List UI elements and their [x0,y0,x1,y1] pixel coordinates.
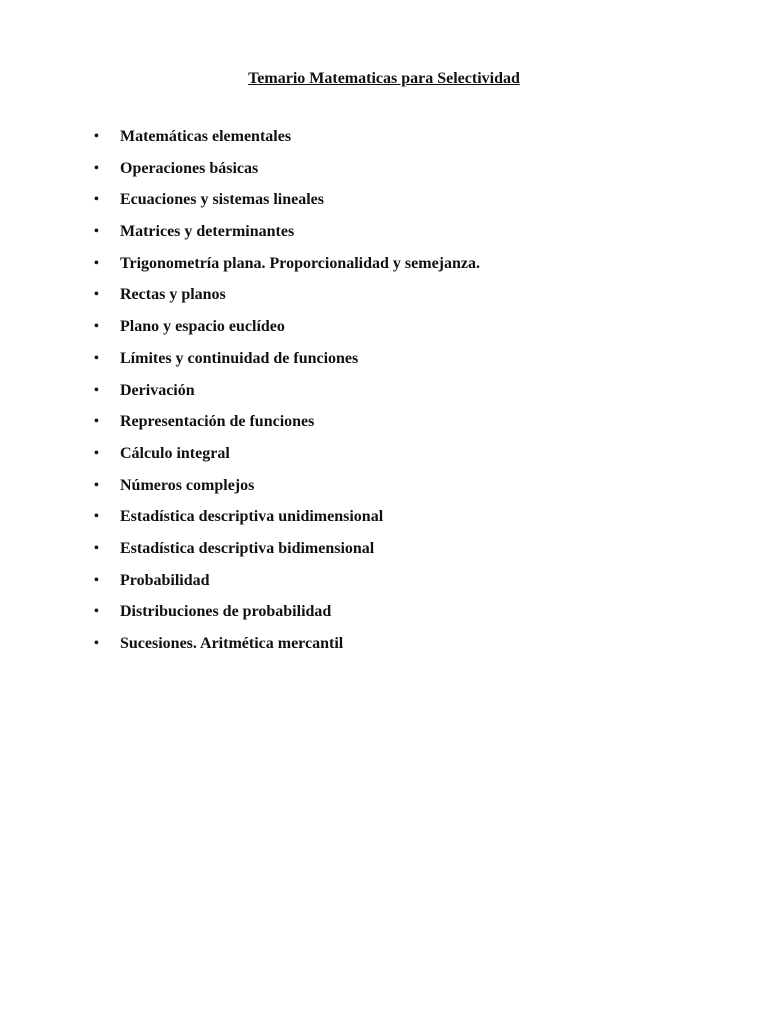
bullet-icon: • [94,414,99,430]
topic-label: Operaciones básicas [120,159,259,177]
topic-label: Representación de funciones [120,413,315,431]
bullet-icon: • [94,160,99,176]
bullet-icon: • [94,129,99,144]
bullet-icon: • [94,604,99,620]
bullet-icon: • [94,224,99,240]
topic-label: Distribuciones de probabilidad [120,603,332,621]
bullet-icon: • [94,255,99,271]
bullet-icon: • [94,287,99,303]
topic-label: Matrices y determinantes [120,223,295,241]
topic-label: Matemáticas elementales [120,128,292,145]
topic-label: Sucesiones. Aritmética mercantil [120,635,344,652]
bullet-icon: • [94,636,99,651]
bullet-icon: • [94,382,99,398]
topic-label: Probabilidad [120,571,210,589]
topic-label: Trigonometría plana. Proporcionalidad y semejanza. [120,254,480,272]
topic-label: Plano y espacio euclídeo [120,318,285,336]
topic-label: Ecuaciones y sistemas lineales [120,191,324,209]
bullet-icon: • [94,192,99,208]
bullet-icon: • [94,319,99,335]
bullet-icon: • [94,540,99,556]
document-title: Temario Matematicas para Selectividad [248,70,520,87]
bullet-icon: • [94,477,99,493]
topic-label: Rectas y planos [120,286,226,304]
bullet-icon: • [94,509,99,525]
bullet-icon: • [94,350,99,366]
bullet-icon: • [94,572,99,588]
topic-label: Cálculo integral [120,444,230,462]
topic-label: Números complejos [120,476,255,494]
bullet-icon: • [94,445,99,461]
topic-label: Estadística descriptiva bidimensional [120,539,375,557]
topic-label: Límites y continuidad de funciones [120,349,359,367]
topic-label: Estadística descriptiva unidimensional [120,508,384,526]
topic-label: Derivación [120,381,195,399]
